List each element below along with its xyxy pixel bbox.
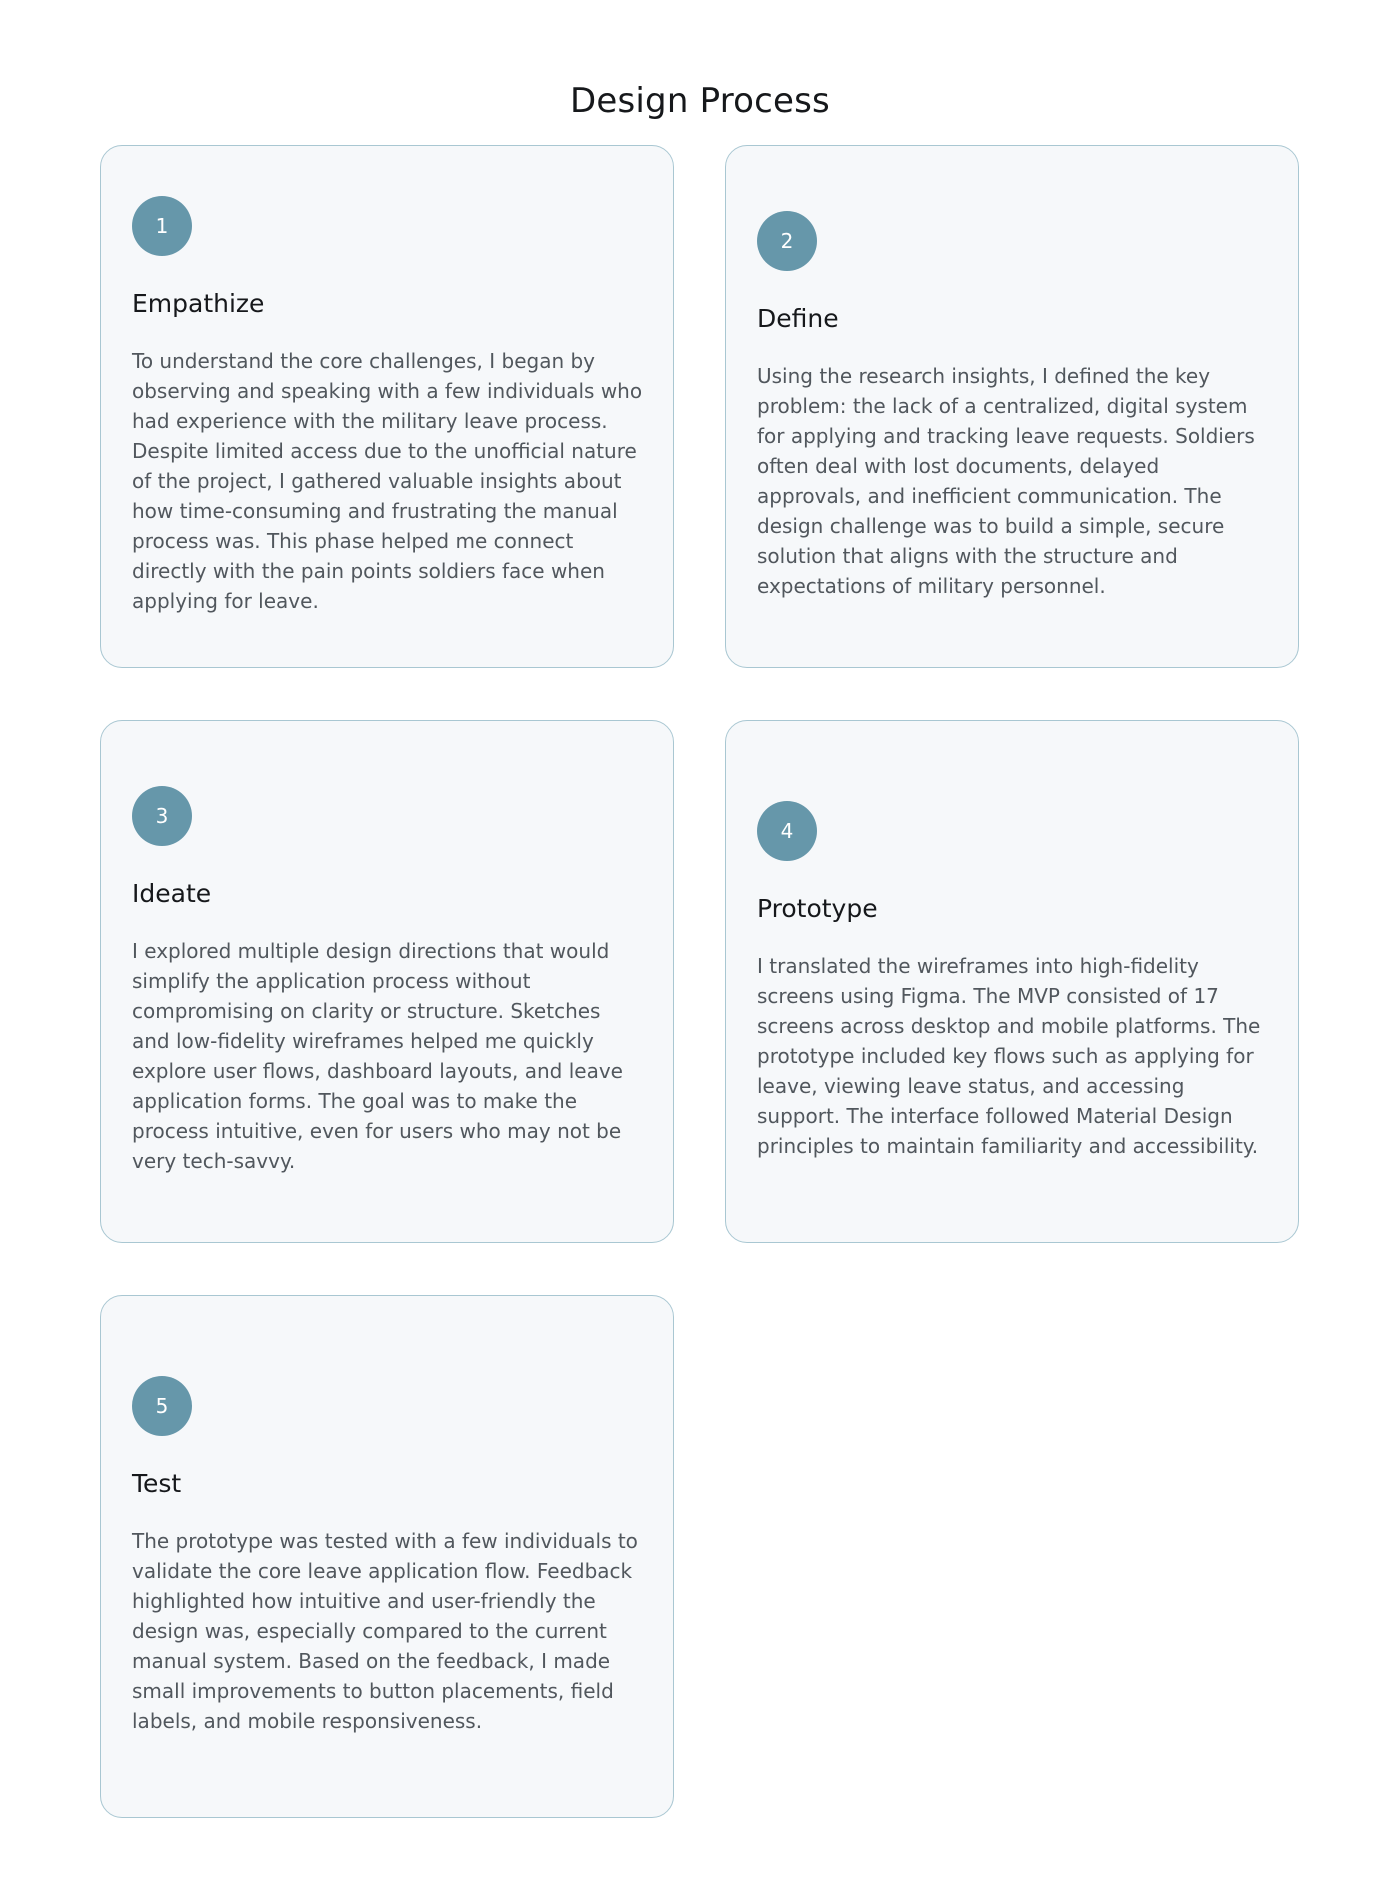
- step-title: Prototype: [757, 894, 878, 923]
- step-number-badge: 1: [132, 196, 192, 256]
- step-description: Using the research insights, I defined the key problem: the lack of a centralized, digital system for applying and tracking leave requests. Soldiers often deal with lost documents, delayed approvals, and inefficient communication. The design challenge was to build a simple, secure solution that aligns with the structure and expectations of military personnel.: [757, 364, 1255, 598]
- step-number-badge: 2: [757, 211, 817, 271]
- step-number-badge: 3: [132, 786, 192, 846]
- step-description: I translated the wireframes into high-fidelity screens using Figma. The MVP consisted of 17 screens across desktop and mobile platforms. The prototype included key flows such as applying for leave, viewing leave status, and accessing support. The interface followed Material Design principles to maintain familiarity and accessibility.: [757, 954, 1261, 1158]
- step-title: Test: [132, 1469, 182, 1498]
- step-number-badge: 5: [132, 1376, 192, 1436]
- step-title: Empathize: [132, 289, 265, 318]
- step-description: The prototype was tested with a few individuals to validate the core leave application flow. Feedback highlighted how intuitive and user-friendly the design was, especially compared to the current manual system. Based on the feedback, I made small improvements to button placements, field labels, and mobile responsiveness.: [132, 1529, 638, 1733]
- step-card-define: [725, 145, 1299, 668]
- step-card-prototype: [725, 720, 1299, 1243]
- step-card-ideate: [100, 720, 674, 1243]
- step-description: I explored multiple design directions that would simplify the application process without compromising on clarity or structure. Sketches and low-fidelity wireframes helped me quickly explore user flows, dashboard layouts, and leave application forms. The goal was to make the process intuitive, even for users who may not be very tech-savvy.: [132, 939, 623, 1173]
- step-card-test: [100, 1295, 674, 1818]
- step-number-badge: 4: [757, 801, 817, 861]
- step-title: Ideate: [132, 879, 212, 908]
- page-title: Design Process: [570, 80, 830, 121]
- step-card-empathize: [100, 145, 674, 668]
- step-description: To understand the core challenges, I began by observing and speaking with a few individuals who had experience with the military leave process. Despite limited access due to the unofficial nature of the project, I gathered valuable insights about how time-consuming and frustrating the manual process was. This phase helped me connect directly with the pain points soldiers face when applying for leave.: [132, 349, 643, 613]
- step-title: Define: [757, 304, 839, 333]
